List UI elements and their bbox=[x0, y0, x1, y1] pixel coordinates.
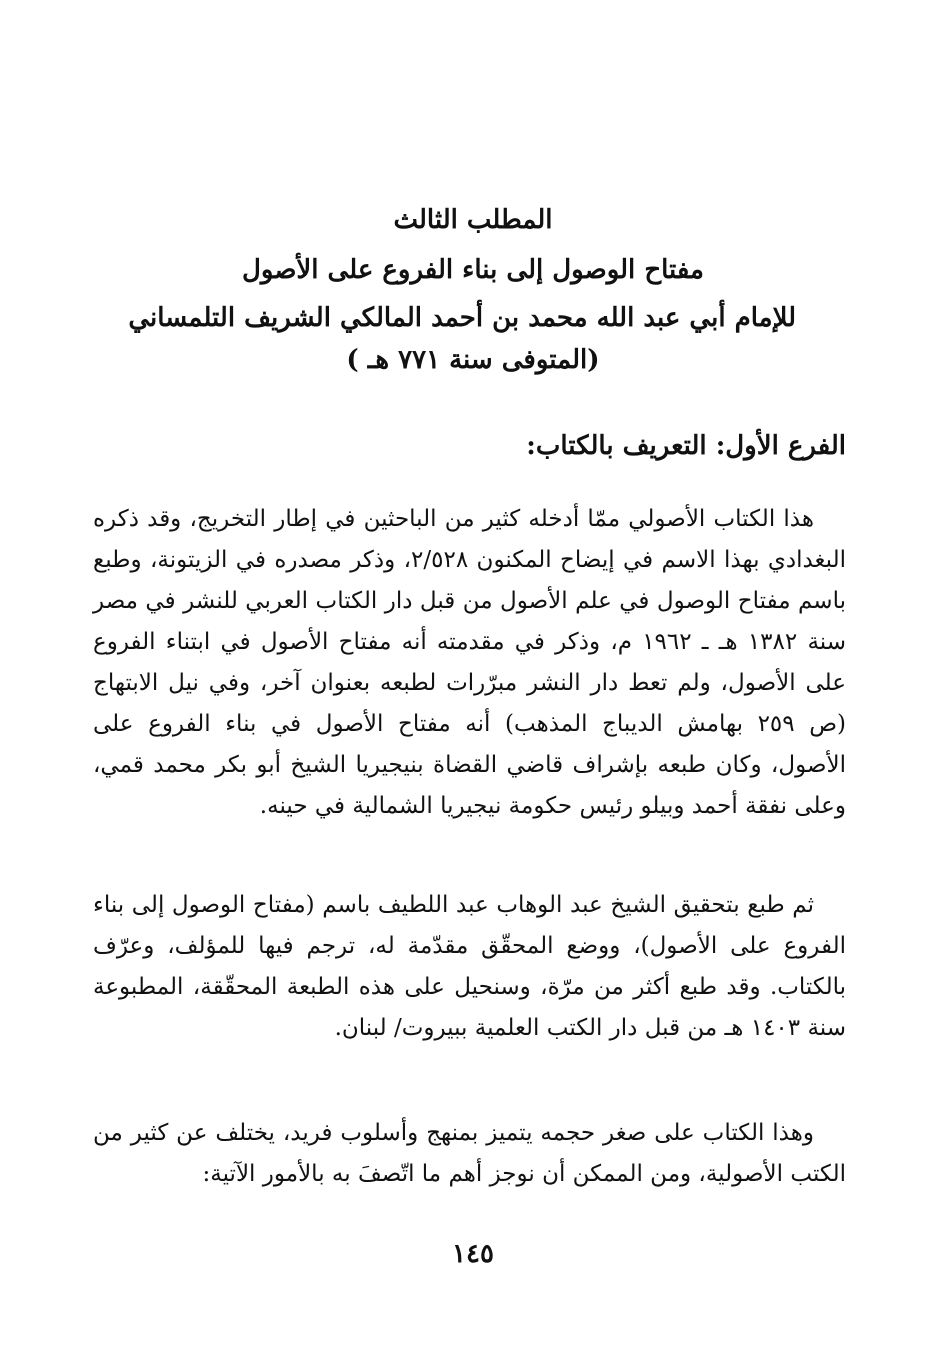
paragraph-2: ثم طبع بتحقيق الشيخ عبد الوهاب عبد اللطيف باسم (مفتاح الوصول إلى بناء الفروع على الأصول)، ووضع المحقّق مقدّمة له، ترجم فيها للمؤلف، وعرّف بالكتاب. وقد طبع أكثر من مرّة، وسنحيل على هذه الطبعة المحقّقة، المطبوعة سنة ١٤٠٣ هـ من قبل دار الكتب العلمية ببيروت/ لبنان. bbox=[93, 892, 846, 1041]
book-title-heading: مفتاح الوصول إلى بناء الفروع على الأصول bbox=[242, 255, 704, 285]
subsection-title: الفرع الأول: التعريف بالكتاب: bbox=[526, 431, 846, 461]
death-year-heading: (المتوفى سنة ٧٧١ هـ ) bbox=[346, 345, 600, 375]
paragraph-1: هذا الكتاب الأصولي ممّا أدخله كثير من الباحثين في إطار التخريج، وقد ذكره البغدادي بهذا الاسم في إيضاح المكنون ٢/٥٢٨، وذكر مصدره في الزيتونة، وطبع باسم مفتاح الوصول في علم الأصول من قبل دار الكتاب العربي للنشر في مصر سنة ١٣٨٢ هـ ـ ١٩٦٢ م، وذكر في مقدمته أنه مفتاح الأصول في ابتناء الفروع على الأصول، ولم تعط دار النشر مبرّرات لطبعه بعنوان آخر، وفي نيل الابتهاج (ص ٢٥٩ بهامش الديباج المذهب) أنه مفتاح الأصول في بناء الفروع على الأصول، وكان طبعه بإشراف قاضي القضاة بنيجيريا الشيخ أبو بكر محمد قمي، وعلى نفقة أحمد وبيلو رئيس حكومة نيجيريا الشمالية في حينه. bbox=[93, 506, 846, 819]
author-heading: للإمام أبي عبد الله محمد بن أحمد المالكي الشريف التلمساني bbox=[128, 303, 796, 333]
paragraph-3: وهذا الكتاب على صغر حجمه يتميز بمنهج وأسلوب فريد، يختلف عن كثير من الكتب الأصولية، ومن الممكن أن نوجز أهم ما اتّصفَ به بالأمور الآتية: bbox=[93, 1120, 846, 1187]
page-number: ١٤٥ bbox=[452, 1239, 494, 1269]
section-heading: المطلب الثالث bbox=[393, 205, 553, 235]
